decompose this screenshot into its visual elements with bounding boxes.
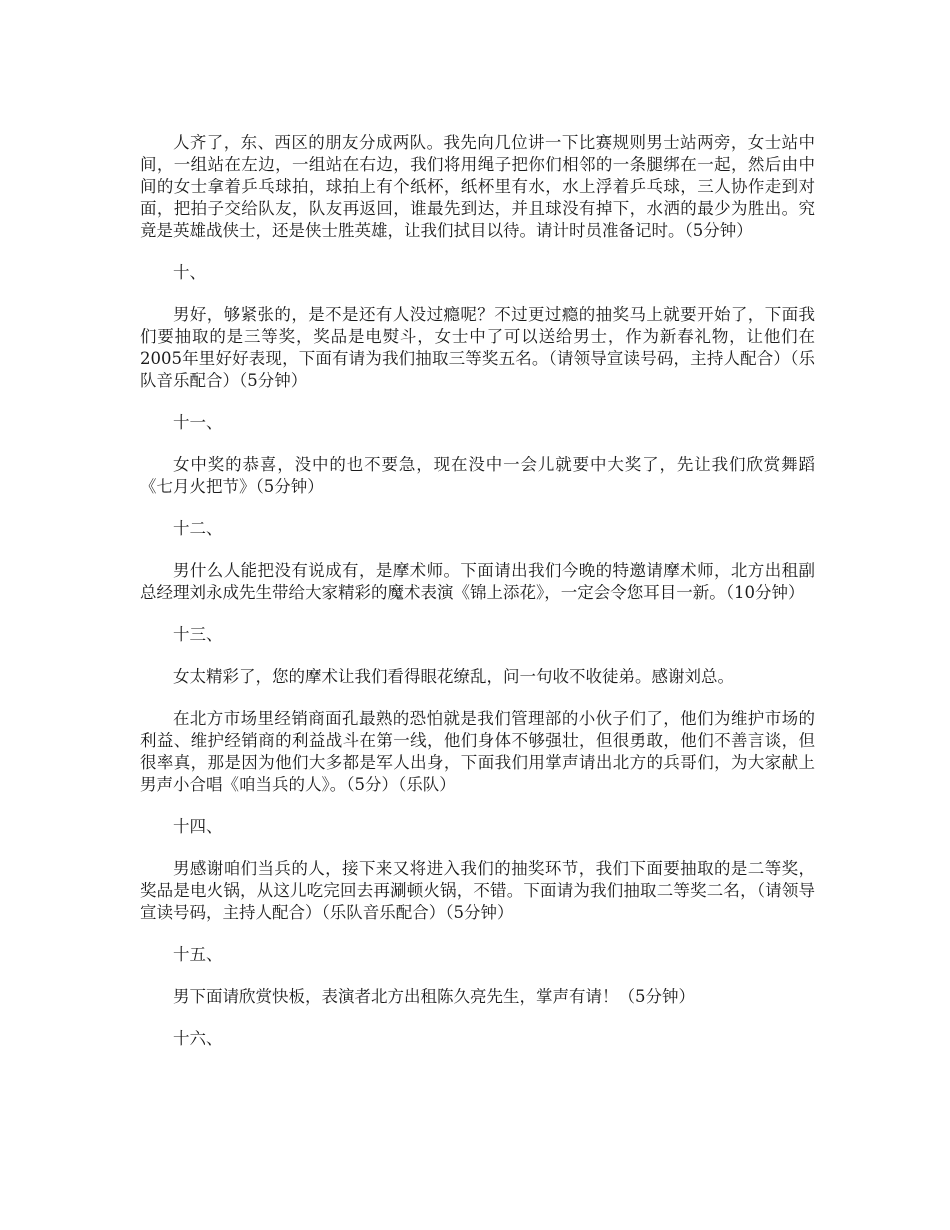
section-heading-16: 十六、: [173, 1029, 223, 1048]
section-heading-11: 十一、: [173, 413, 223, 432]
section-heading-12: 十二、: [173, 519, 223, 538]
paragraph-dance-intro: 女中奖的恭喜，没中的也不要急，现在没中一会儿就要中大奖了，先让我们欣赏舞蹈《七月火把节》（5分钟）: [140, 455, 815, 496]
paragraph-relay-game-rules: 人齐了，东、西区的朋友分成两队。我先向几位讲一下比赛规则男士站两旁，女士站中间，一组站在左边，一组站在右边，我们将用绳子把你们相邻的一条腿绑在一起，然后由中间的女士拿着乒乓球拍，球拍上有个纸杯，纸杯里有水，水上浮着乒乓球，三人协作走到对面，把拍子交给队友，队友再返回，谁最先到达，并且球没有掉下，水洒的最少为胜出。究竟是英雄战侠士，还是侠士胜英雄，让我们拭目以待。请计时员准备记时。（5分钟）: [140, 133, 815, 240]
paragraph-third-prize-draw: 男好，够紧张的，是不是还有人没过瘾呢？不过更过瘾的抽奖马上就要开始了，下面我们要抽取的是三等奖，奖品是电熨斗，女士中了可以送给男士，作为新春礼物，让他们在2005年里好好表现，下面有请为我们抽取三等奖五名。（请领导宣读号码，主持人配合）（乐队音乐配合）（5分钟）: [140, 305, 815, 390]
section-heading-10: 十、: [173, 263, 206, 282]
paragraph-chorus-intro: 在北方市场里经销商面孔最熟的恐怕就是我们管理部的小伙子们了，他们为维护市场的利益、维护经销商的利益战斗在第一线，他们身体不够强壮，但很勇敢，他们不善言谈，但很率真，那是因为他们大多都是军人出身，下面我们用掌声请出北方的兵哥们，为大家献上男声小合唱《咱当兵的人》。（5分）（乐队）: [140, 709, 815, 794]
section-heading-15: 十五、: [173, 945, 223, 964]
paragraph-magic-show-thanks: 女太精彩了，您的摩术让我们看得眼花缭乱，问一句收不收徒弟。感谢刘总。: [173, 667, 734, 686]
document-page: [140, 132, 815, 1070]
paragraph-magic-show-intro: 男什么人能把没有说成有，是摩术师。下面请出我们今晚的特邀请摩术师，北方出租副总经理刘永成先生带给大家精彩的魔术表演《锦上添花》，一定会令您耳目一新。（10分钟）: [140, 561, 815, 602]
section-heading-14: 十四、: [173, 817, 223, 836]
paragraph-second-prize-draw: 男感谢咱们当兵的人，接下来又将进入我们的抽奖环节，我们下面要抽取的是二等奖，奖品是电火锅，从这儿吃完回去再涮顿火锅，不错。下面请为我们抽取二等奖二名，（请领导宣读号码，主持人配合）（乐队音乐配合）（5分钟）: [140, 859, 815, 922]
paragraph-kuaiban-intro: 男下面请欣赏快板，表演者北方出租陈久亮先生，掌声有请！（5分钟）: [173, 987, 695, 1006]
section-heading-13: 十三、: [173, 625, 223, 644]
